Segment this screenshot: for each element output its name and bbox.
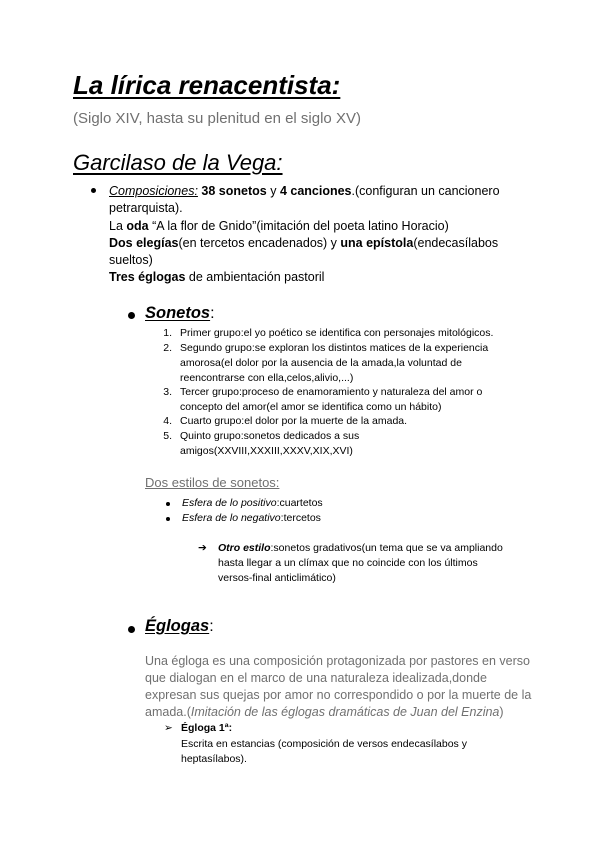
composiciones-line-5: sueltos) <box>109 253 153 267</box>
otro-estilo-line-3: versos-final anticlimático) <box>218 572 336 584</box>
eglogas-paragraph-line: expresan sus quejas por amor no correspondido o por la muerte de la <box>145 688 532 702</box>
list-item: Quinto grupo:sonetos dedicados a sus <box>180 430 360 442</box>
eglogas-paragraph-line: que dialogan en el marco de una naturaleza idealizada,donde <box>145 671 487 685</box>
estilo-item: Esfera de lo positivo:cuartetos <box>182 497 323 509</box>
bullet-icon <box>166 502 170 506</box>
egloga1-line: heptasílabos). <box>181 753 247 765</box>
list-item: Segundo grupo:se exploran los distintos matices de la experiencia <box>180 342 489 354</box>
estilo-item: Esfera de lo negativo:tercetos <box>182 512 321 524</box>
bullet-icon <box>166 517 170 521</box>
arrowhead-icon: ➢ <box>164 722 173 734</box>
list-item: amigos(XXVIII,XXXIII,XXXV,XIX,XVI) <box>180 445 353 457</box>
eglogas-heading: Églogas: <box>145 617 214 635</box>
bullet-icon <box>128 312 135 319</box>
document-page: La lírica renacentista: (Siglo XIV, hasta su plenitud en el siglo XV) Garcilaso de la Vega: Composiciones: 38 sonetos y 4 canciones.(configuran un cancionero petrarquista). La oda “A la flor de Gnido”(imitación del poeta latino Horacio) Dos elegías(en tercetos encadenados) y una epístola(endecasílabos sueltos) Tres églogas de ambientación pastoril Sonetos: 1. Primer grupo:el yo poético se identifica con personajes mitológicos. 2. Segundo grupo:se exploran los distintos matices de la experiencia amorosa(el dolor por la ausencia de la amada,la voluntad de reencontrarse con ella,celos,alivio,...) 3. Tercer grupo:proceso de enamoramiento y naturaleza del amor o concepto del amor(el amor se identifica como un hábito) 4. Cuarto grupo:el dolor por la muerte de la amada. 5. Quinto grupo:sonetos dedicados a sus amigos(XXVIII,XXXIII,XXXV,XIX,XVI) Dos estilos de sonetos: Esfera de lo positivo:cuartetos Esfera de lo negativo:tercetos ➔ Otro estilo:sonetos gradativos(un tema que se va ampliando hasta llegar a un clímax que no coincide con los últimos versos-final anticlimático) Églogas: Una égloga es una composición protagonizada por pastores en verso que dialogan en el marco de una naturaleza idealizada,donde expresan sus quejas por amor no correspondido o por la muerte de la amada.(Imitación de las églogas dramáticas de Juan del Enzina) ➢ Égloga 1ª: Escrita en estancias (composición de versos endecasílabos y heptasílabos). <box>73 70 532 765</box>
list-item: concepto del amor(el amor se identifica como un hábito) <box>180 401 442 413</box>
estilos-title: Dos estilos de sonetos: <box>145 475 280 490</box>
egloga1-label: Égloga 1ª: <box>181 722 233 734</box>
list-item: Cuarto grupo:el dolor por la muerte de la amada. <box>180 415 408 427</box>
composiciones-line-2: petrarquista). <box>109 201 183 215</box>
composiciones-line-3: La oda “A la flor de Gnido”(imitación del poeta latino Horacio) <box>109 219 449 233</box>
egloga1-line: Escrita en estancias (composición de versos endecasílabos y <box>181 738 467 750</box>
eglogas-paragraph-line: Una égloga es una composición protagonizada por pastores en verso <box>145 654 530 668</box>
bullet-icon <box>128 626 135 633</box>
section-heading: Garcilaso de la Vega: <box>73 150 283 175</box>
list-item: Tercer grupo:proceso de enamoramiento y naturaleza del amor o <box>180 386 483 398</box>
composiciones-label: Composiciones: <box>109 184 198 198</box>
list-item: reencontrarse con ella,celos,alivio,...) <box>180 372 354 384</box>
list-item: amorosa(el dolor por la ausencia de la amada,la voluntad de <box>180 357 462 369</box>
composiciones-line-4: Dos elegías(en tercetos encadenados) y una epístola(endecasílabos <box>109 236 499 250</box>
otro-estilo-line-1: Otro estilo:sonetos gradativos(un tema que se va ampliando <box>218 542 503 554</box>
composiciones-line-6: Tres églogas de ambientación pastoril <box>109 270 325 284</box>
otro-estilo-line-2: hasta llegar a un clímax que no coincide con los últimos <box>218 557 478 569</box>
bullet-icon <box>91 188 96 193</box>
page-subtitle: (Siglo XIV, hasta su plenitud en el siglo XV) <box>73 110 361 127</box>
page-title: La lírica renacentista: <box>73 70 341 100</box>
sonetos-heading: Sonetos: <box>145 304 215 322</box>
list-item: Primer grupo:el yo poético se identifica con personajes mitológicos. <box>180 327 494 339</box>
composiciones-line-1: Composiciones: 38 sonetos y 4 canciones.(configuran un cancionero <box>109 184 500 198</box>
eglogas-paragraph-line: amada.(Imitación de las églogas dramáticas de Juan del Enzina) <box>145 705 504 719</box>
arrow-icon: ➔ <box>198 542 207 554</box>
